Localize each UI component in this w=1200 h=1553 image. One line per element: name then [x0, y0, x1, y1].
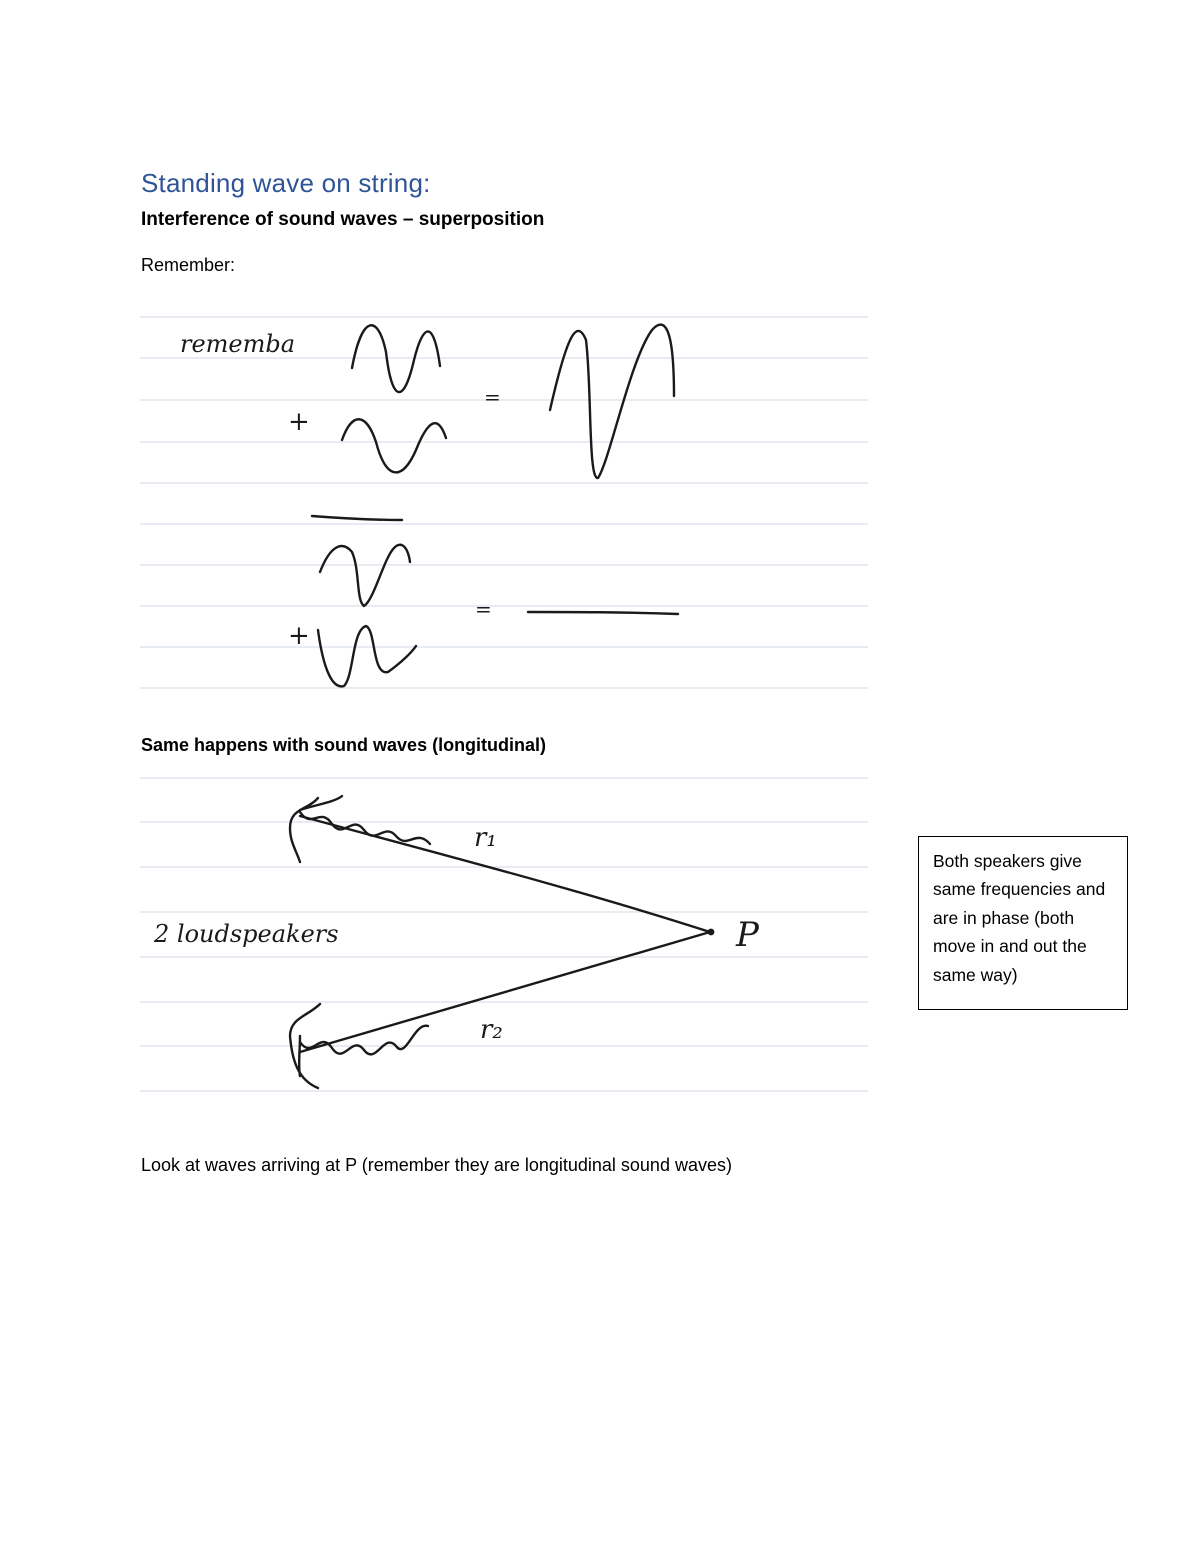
- ruled-lines: [140, 317, 868, 688]
- path-r2: [300, 932, 710, 1052]
- wave-b2: [318, 626, 416, 686]
- wave-b1: [320, 545, 410, 606]
- plus-sign-1: +: [288, 407, 310, 437]
- label-r1: r₁: [474, 823, 497, 853]
- wave-a2: [342, 419, 446, 472]
- note-remember: rememba: [180, 330, 296, 358]
- wave-top: [300, 812, 430, 844]
- path-r1: [300, 816, 710, 932]
- label-r2: r₂: [480, 1015, 503, 1045]
- section-heading-longitudinal: Same happens with sound waves (longitudinal): [141, 735, 547, 755]
- label-loudspeakers: 2 loudspeakers: [154, 920, 339, 948]
- equals-sign-2: =: [475, 597, 492, 621]
- plus-sign-2: +: [288, 621, 310, 651]
- wave-a-sum: [550, 325, 674, 478]
- section-subtitle: Interference of sound waves – superposition: [141, 209, 545, 230]
- equals-sign-1: =: [484, 385, 501, 409]
- closing-text: Look at waves arriving at P (remember they are longitudinal sound waves): [141, 1155, 732, 1175]
- flat-line-result: [528, 612, 678, 614]
- label-p: P: [736, 915, 759, 955]
- wave-bottom: [300, 1026, 428, 1055]
- page-title: Standing wave on string:: [141, 168, 431, 198]
- separator-line: [312, 516, 402, 520]
- side-note-box: Both speakers give same frequencies and are in phase (both move in and out the same way): [918, 836, 1128, 1010]
- superposition-sketch: [140, 300, 875, 720]
- remember-label: Remember:: [141, 255, 236, 275]
- loudspeaker-sketch: [140, 770, 875, 1140]
- speaker-top: [290, 796, 342, 862]
